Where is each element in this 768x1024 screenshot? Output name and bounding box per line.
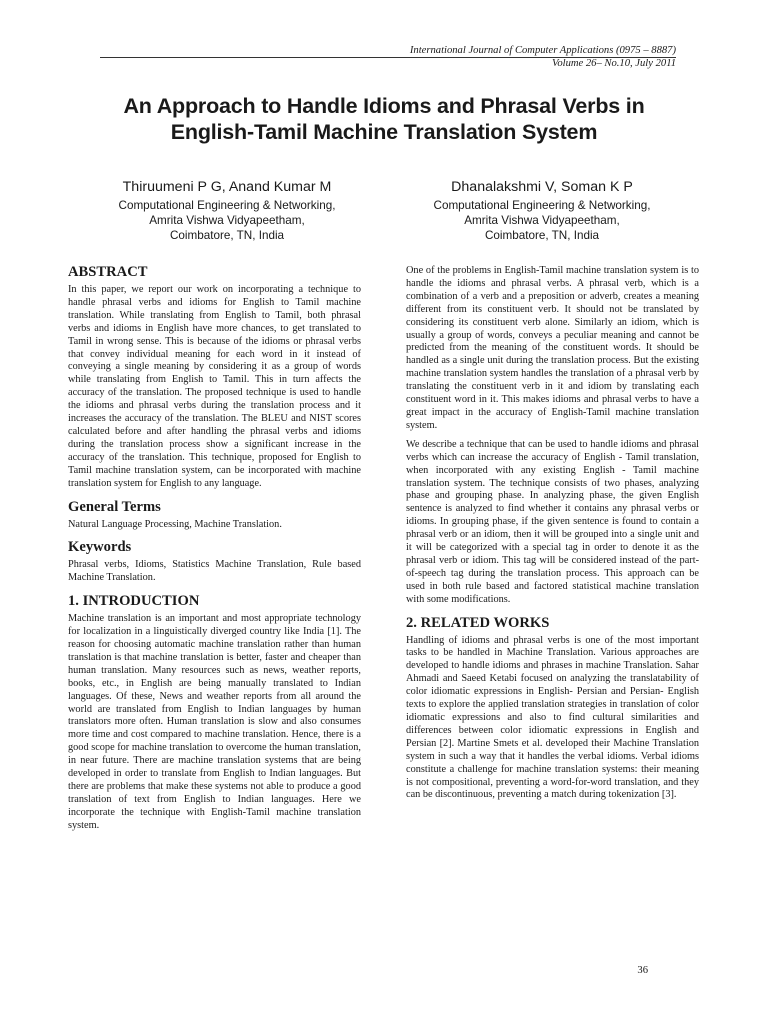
author-block-1 (77, 178, 377, 243)
author-location: Coimbatore, TN, India (169, 229, 285, 242)
related-works-heading: 2. RELATED WORKS (406, 614, 550, 631)
general-terms-heading: General Terms (68, 498, 161, 515)
related-works-text: Handling of idioms and phrasal verbs is one of the most important tasks to be handled in Machine Translation. Various approaches are developed to handle idioms and phrases in machine Translation. Sahar Ahmadi and Saeed Ketabi focused on analyzing the translatability of color idiomatic expressions in English- Persian and Persian- English texts to explore the applied translation strategies in translation of color idiomatic expressions and also to find cultural similarities and differences between color idiomatic expressions in English and Persian [2]. Martine Smets et al. developed their Machine Translation system in such a way that it handles the verbal idioms. Verbal idioms constitute a challenge for machine translation systems: their meaning is not compositional, preventing a word-for-word translation, and they can be discontinuous, preventing a match during tokenization [3]. (406, 634, 699, 801)
author-names: Thiruumeni P G, Anand Kumar M (122, 179, 332, 195)
author-organization: Amrita Vishwa Vidyapeetham, (149, 214, 305, 227)
journal-name: International Journal of Computer Applications (0975 – 8887) (409, 45, 676, 56)
keywords-text: Phrasal verbs, Idioms, Statistics Machine Translation, Rule based Machine Translation. (68, 559, 361, 584)
author-names: Dhanalakshmi V, Soman K P (451, 179, 633, 195)
general-terms-text: Natural Language Processing, Machine Translation. (68, 518, 282, 530)
author-location: Coimbatore, TN, India (484, 229, 600, 242)
introduction-paragraph-3: We describe a technique that can be used to handle idioms and phrasal verbs which can increase the accuracy of English - Tamil translation, when incorporated with any existing English - Tamil machine translation system. The technique consists of two phases, analyzing phase and grouping phase. In analyzing phase, the given English sentence is analyzed to find whether it contains any phrasal verbs or idioms. In grouping phase, if the given sentence is found to contain a phrasal verb or an idiom, then it will be grouped into a single unit and it will be categorized with a special tag in order to denote it as the phrasal verb or idiom. This tag will be considered instead of the part-of-speech tag during the translation process. This approach can be used in both rule based and factored statistical machine translation with some modifications. (406, 438, 699, 605)
header-rule (100, 57, 676, 58)
abstract-heading: ABSTRACT (68, 264, 148, 280)
title-line-1: An Approach to Handle Idioms and Phrasal Verbs in (123, 94, 645, 118)
volume-info: Volume 26– No.10, July 2011 (552, 58, 676, 69)
author-department: Computational Engineering & Networking, (433, 199, 651, 212)
author-department: Computational Engineering & Networking, (118, 199, 336, 212)
page-number: 36 (637, 965, 648, 976)
paper-title (60, 93, 708, 145)
keywords-heading: Keywords (68, 539, 132, 556)
introduction-heading: 1. INTRODUCTION (68, 593, 200, 610)
right-column (406, 265, 699, 802)
left-column (68, 264, 361, 833)
abstract-text: In this paper, we report our work on incorporating a technique to handle phrasal verbs and idioms for English to Tamil machine translation. While translating from English to Tamil, both phrasal verbs and idioms in English have more chances, to get translated to Tamil in wrong sense. This is because of the idioms or phrasal verbs that convey individual meaning for each word in it instead of conveying a single meaning by considering it as a group of words while translating from English to Tamil. This in turn affects the accuracy of the translation. The proposed technique is used to handle the idioms and phrasal verbs during the translation process and it increases the accuracy of the translation. The BLEU and NIST scores calculated before and after handling the phrasal verbs and idioms during the translation process show a significant increase in the accuracy of the translation. This technique, proposed for English to Tamil machine translation system, can be incorporated with machine translation system for English to any language. (68, 284, 361, 489)
author-block-2 (392, 178, 692, 243)
introduction-paragraph-2: One of the problems in English-Tamil machine translation system is to handle the idioms and phrasal verbs. A phrasal verb, which is a combination of a verb and a preposition or adverb, creates a meaning different from its constituent verb. It should not be translated by considering its constituent verb alone. Similarly an idiom, which is usually a group of words, conveys a peculiar meaning and cannot be predicted from the meaning of the constituent words. It should be handled as a single unit during the translation process. But the existing machine translation system handles the translation of a phrasal verb by translating the constituent verb in it and idiom by translating each constituent word in it. This makes idioms and phrasal verbs to have a great impact in the accuracy of English-Tamil machine translation system. (406, 265, 699, 431)
author-organization: Amrita Vishwa Vidyapeetham, (464, 214, 620, 227)
title-line-2: English-Tamil Machine Translation System (170, 120, 598, 144)
introduction-paragraph-1: Machine translation is an important and most appropriate technology for localization in a linguistically diverged country like India [1]. The reason for choosing automatic machine translation rather than human translation is that machine translation is better, faster and cheaper than human translation. Many resources such as news, weather reports, books, etc., in English are being manually translated to Indian languages. Of these, News and weather reports from all around the world are translated from English to Indian languages by human translators more often. Human translation is slow and also consumes more time and cost compared to machine translation. Hence, there is a good scope for machine translation to overcome the human translation, in near future. There are machine translation systems that are being developed in order to translate from English to Indian languages. But there are problems that make these systems not able to produce a good translation of text from English to Indian languages. Here we incorporate the technique with English-Tamil machine translation system. (68, 613, 361, 831)
running-header (410, 44, 676, 70)
